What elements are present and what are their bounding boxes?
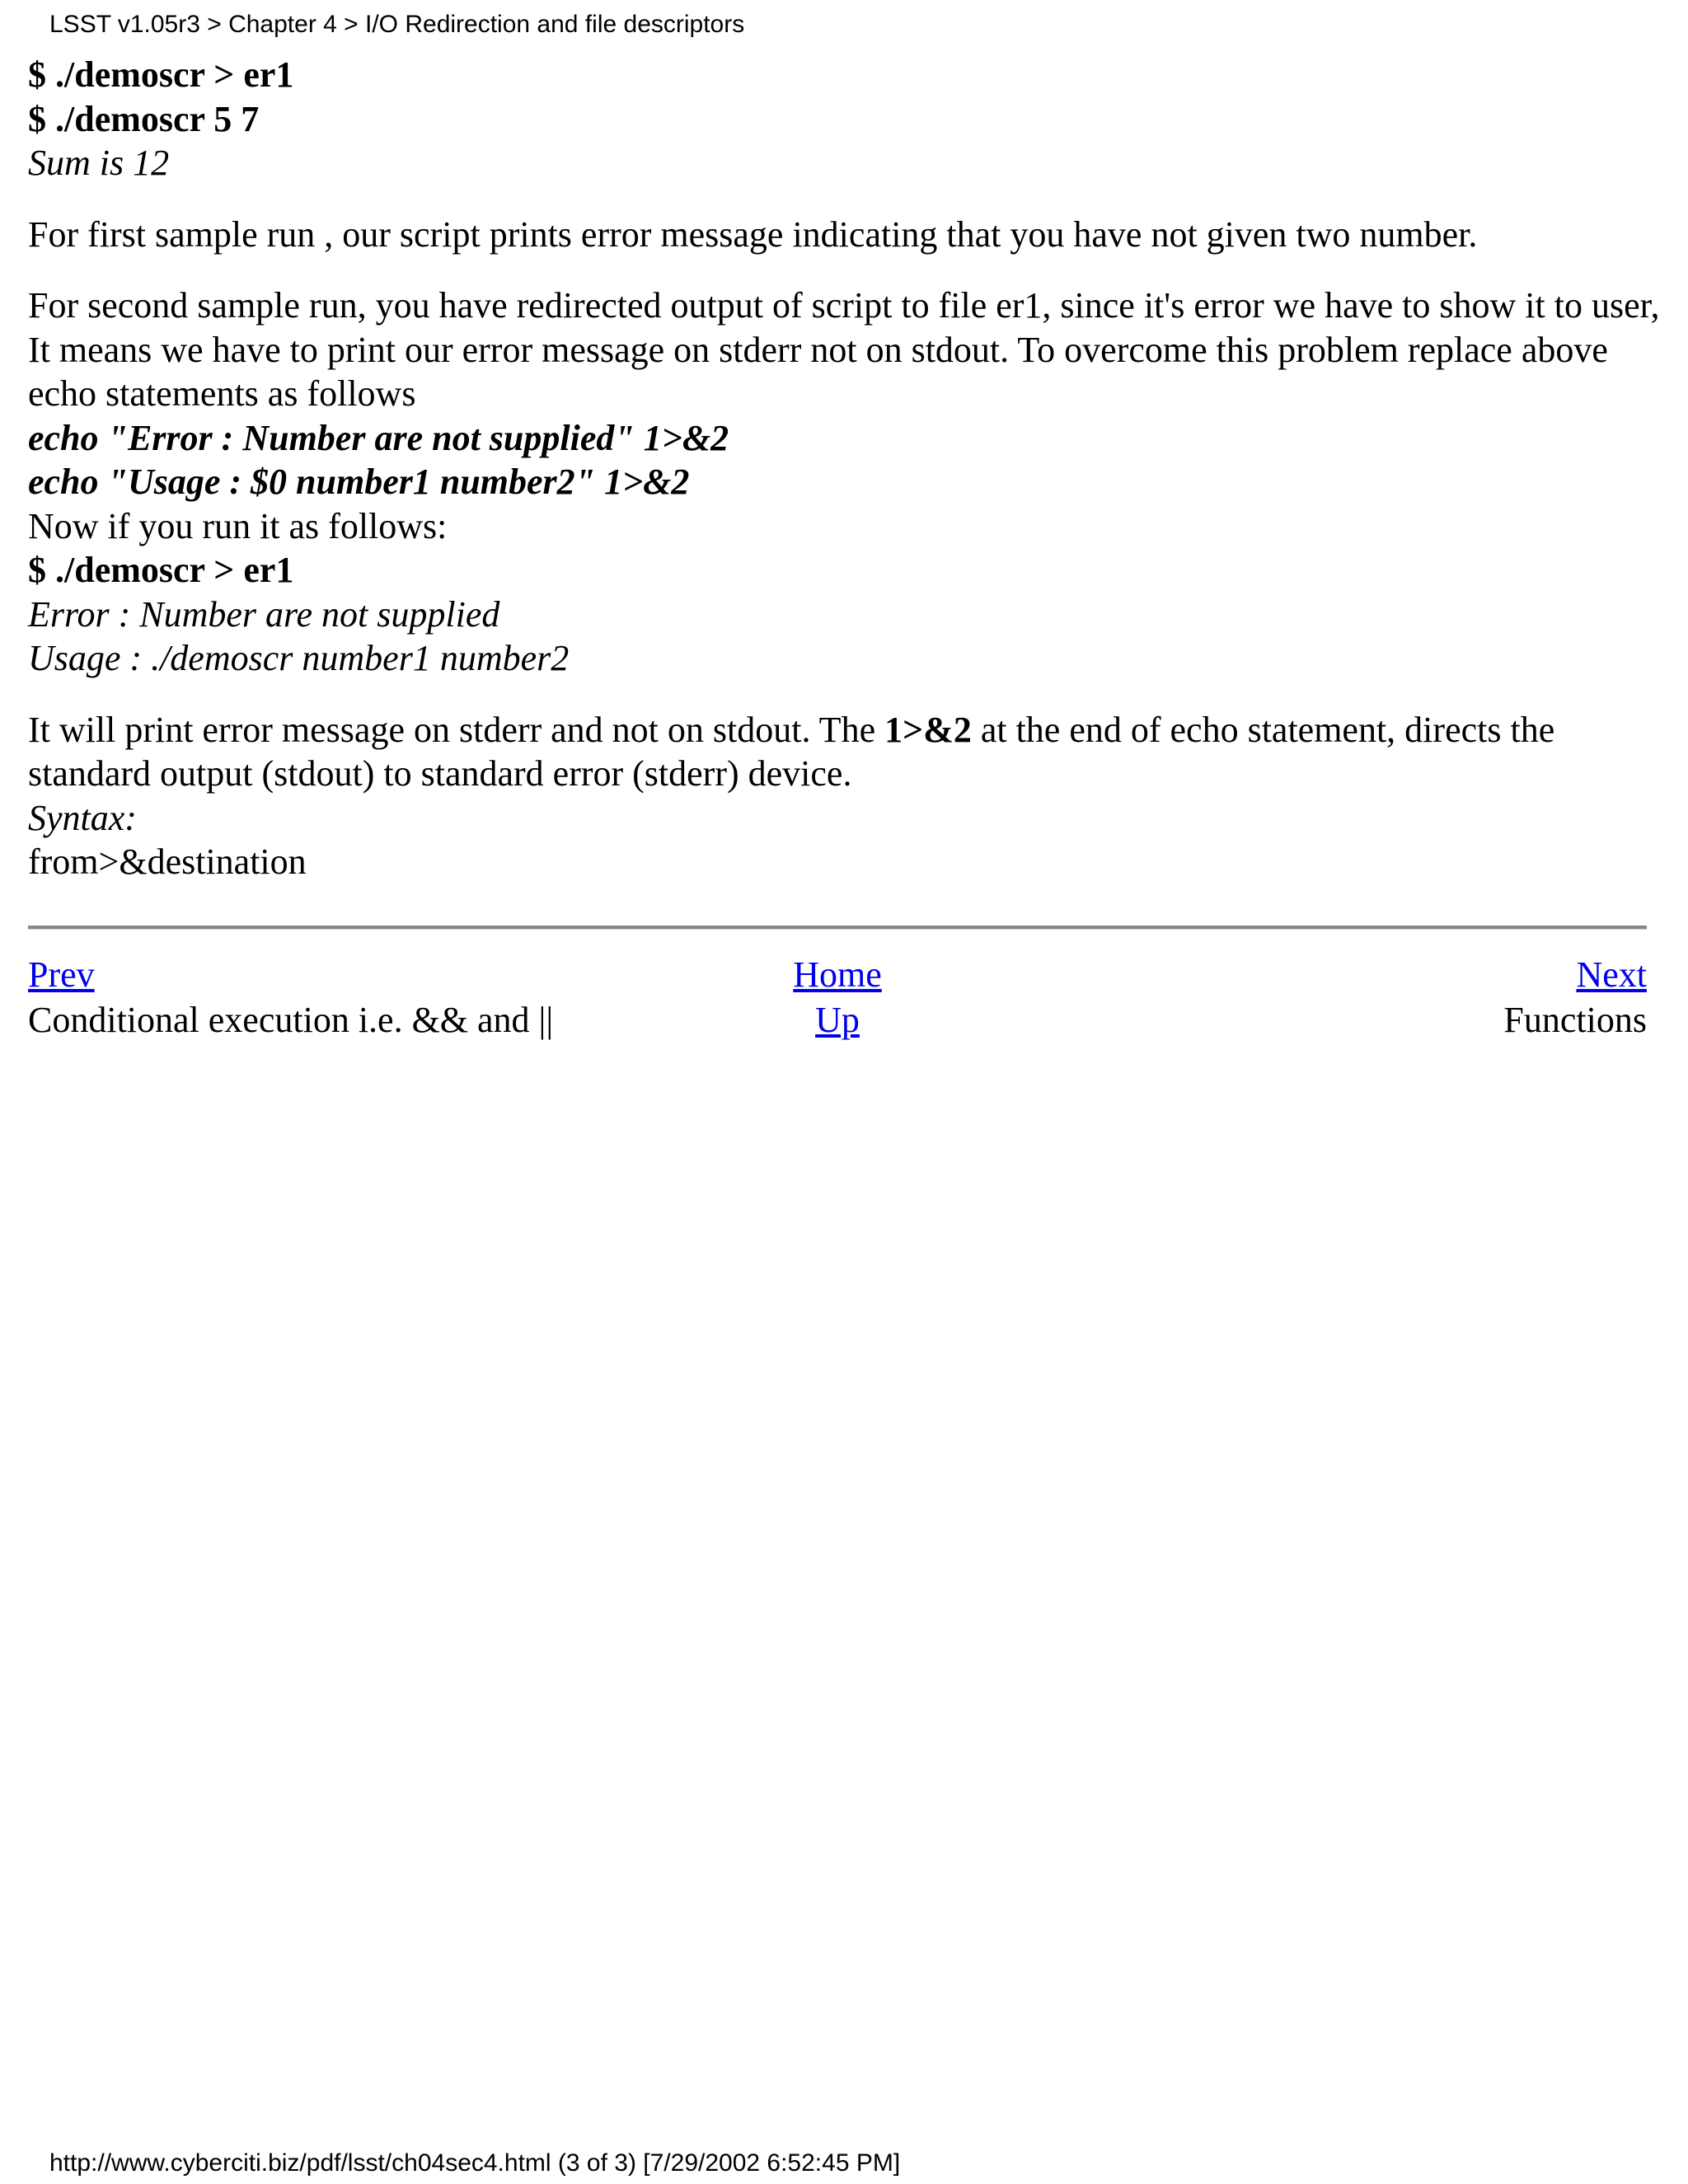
redirect-operator: 1>&2 xyxy=(884,709,972,750)
home-link[interactable]: Home xyxy=(793,954,882,995)
command-output: Sum is 12 xyxy=(28,143,170,183)
page-content xyxy=(28,53,1660,930)
print-footer: http://www.cyberciti.biz/pdf/lsst/ch04sec4.html (3 of 3) [7/29/2002 6:52:45 PM] xyxy=(49,2149,901,2177)
run-intro: Now if you run it as follows: xyxy=(28,505,448,546)
up-link[interactable]: Up xyxy=(815,1000,860,1040)
echo-statement: echo "Usage : $0 number1 number2" 1>&2 xyxy=(28,462,690,502)
command-line: $ ./demoscr > er1 xyxy=(28,54,294,95)
command-line: $ ./demoscr 5 7 xyxy=(28,98,260,139)
divider xyxy=(28,926,1647,930)
syntax-label: Syntax: xyxy=(28,797,137,838)
paragraph-explanation xyxy=(28,708,1660,796)
next-link[interactable]: Next xyxy=(1576,954,1647,995)
prev-link[interactable]: Prev xyxy=(28,954,95,995)
error-output: Error : Number are not supplied xyxy=(28,593,500,635)
syntax-value: from>&destination xyxy=(28,841,307,882)
next-title: Functions xyxy=(1503,1000,1647,1040)
error-output: Usage : ./demoscr number1 number2 xyxy=(28,638,570,678)
paragraph-first-run: For first sample run , our script prints error message indicating that you have not given two number. xyxy=(28,213,1478,255)
paragraph-second-run: For second sample run, you have redirected output of script to file er1, since it's error we have to show it to user, It means we have to print our error message on stderr not on stdout. To overcome this problem replace above echo statements as follows xyxy=(28,285,1660,414)
nav-next-column xyxy=(1503,952,1647,1043)
prev-title: Conditional execution i.e. && and || xyxy=(28,1000,554,1040)
command-line: $ ./demoscr > er1 xyxy=(28,550,294,590)
nav-center-column xyxy=(28,952,1647,1043)
print-header: LSST v1.05r3 > Chapter 4 > I/O Redirection and file descriptors xyxy=(49,11,745,38)
echo-statement: echo "Error : Number are not supplied" 1>&2 xyxy=(28,417,729,458)
explanation-text: at the end of echo statement, directs the standard output (stdout) to standard error (stderr) device. xyxy=(28,709,1555,794)
explanation-text: It will print error message on stderr and not on stdout. The xyxy=(28,709,885,750)
